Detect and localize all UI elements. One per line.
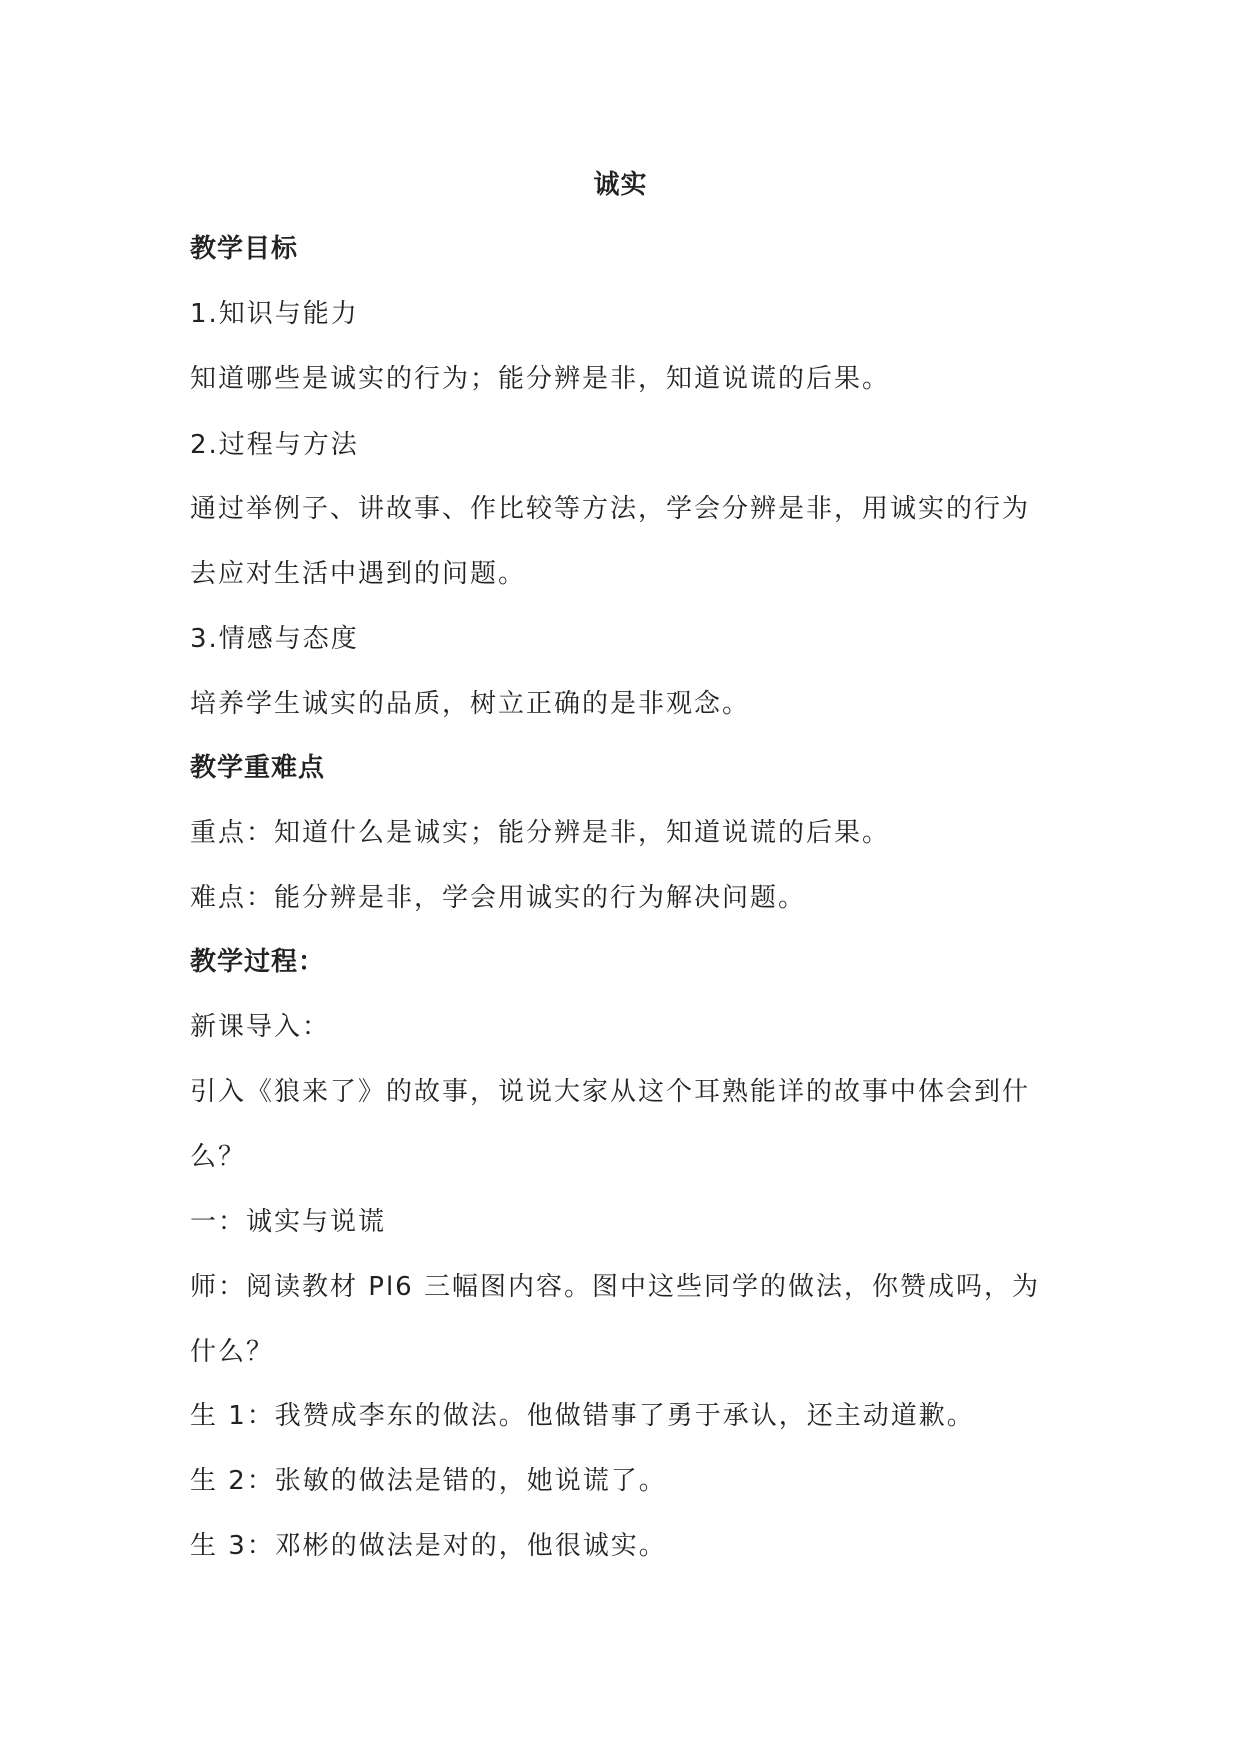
objective-1-text: 知道哪些是诚实的行为；能分辨是非，知道说谎的后果。	[190, 364, 891, 394]
student-2-text: 生 2：张敏的做法是错的，她说谎了。	[190, 1466, 667, 1496]
intro-label: 新课导入：	[190, 1012, 331, 1042]
student-3-text: 生 3：邓彬的做法是对的，他很诚实。	[190, 1531, 667, 1561]
teacher-text-line1: 师：阅读教材 Pl6 三幅图内容。图中这些同学的做法，你赞成吗，为	[190, 1272, 1040, 1302]
objective-3-text: 培养学生诚实的品质，树立正确的是非观念。	[190, 689, 751, 719]
objective-2-label: 2.过程与方法	[190, 430, 359, 460]
key-points-heading: 教学重难点	[190, 753, 326, 783]
teacher-text-line2: 什么？	[190, 1337, 275, 1367]
objective-1-label: 1.知识与能力	[190, 299, 359, 329]
objective-2-text-line2: 去应对生活中遇到的问题。	[190, 559, 527, 589]
intro-text-line1: 引入《狼来了》的故事，说说大家从这个耳熟能详的故事中体会到什	[190, 1077, 1031, 1107]
objective-3-label: 3.情感与态度	[190, 624, 359, 654]
document-title: 诚实	[593, 170, 648, 200]
difficulty-text: 难点：能分辨是非，学会用诚实的行为解决问题。	[190, 883, 807, 913]
student-1-text: 生 1：我赞成李东的做法。他做错事了勇于承认，还主动道歉。	[190, 1401, 975, 1431]
objective-2-text-line1: 通过举例子、讲故事、作比较等方法，学会分辨是非，用诚实的行为	[190, 494, 1031, 524]
intro-text-line2: 么？	[190, 1142, 247, 1172]
objectives-heading: 教学目标	[190, 234, 299, 264]
section-1-label: 一：诚实与说谎	[190, 1207, 387, 1237]
focus-text: 重点：知道什么是诚实；能分辨是非，知道说谎的后果。	[190, 818, 891, 848]
process-heading: 教学过程：	[190, 947, 326, 977]
